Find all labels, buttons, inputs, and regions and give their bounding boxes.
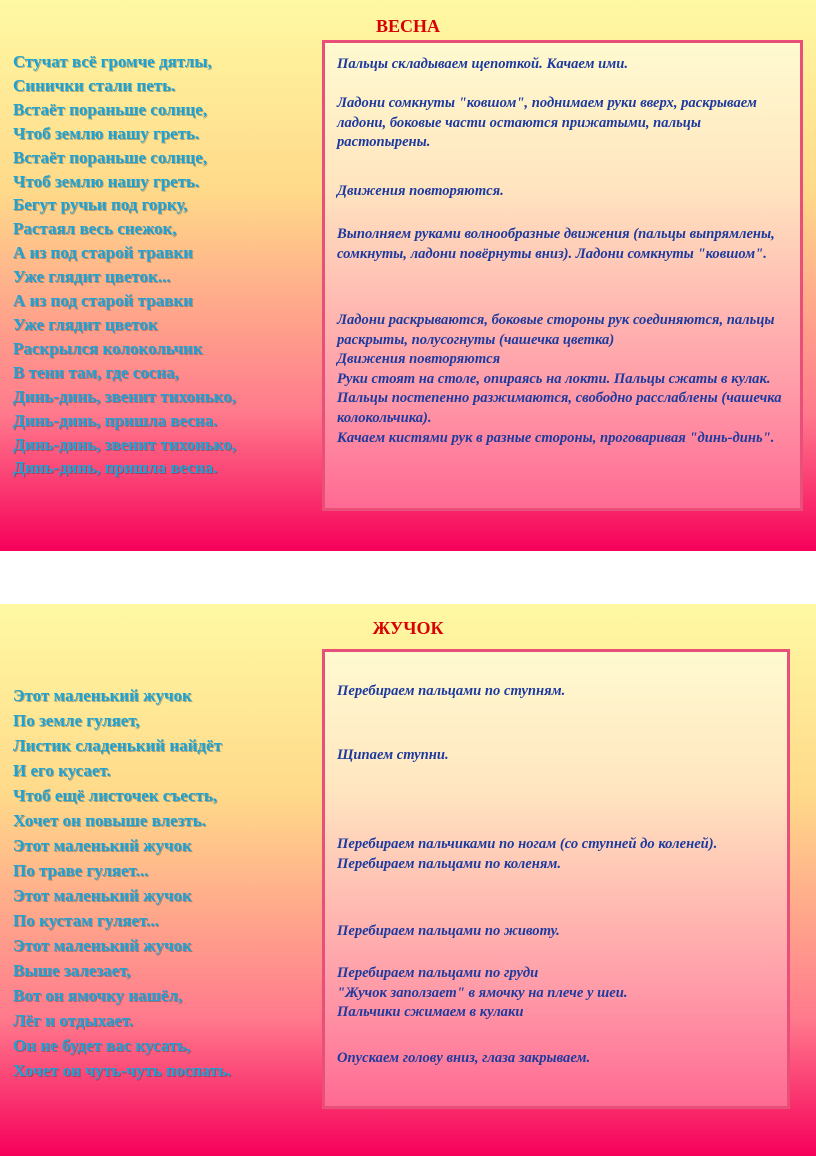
poem-line: Выше залезает, [13,961,131,980]
poem-line: По траве гуляет... [13,861,149,880]
poem-line: Динь-динь, звенит тихонько, [13,386,236,406]
poem-line: Динь-динь, пришла весна. [13,458,218,478]
poem-line: Синички стали петь. [13,75,176,95]
poem-line: Динь-динь, звенит тихонько, [13,434,236,454]
poem-zhuchok [13,683,231,1083]
instruction-paragraph: Опускаем голову вниз, глаза закрываем. [337,1050,591,1066]
poem-line: Уже глядит цветок [13,314,158,334]
poem-line: Динь-динь, пришла весна. [13,410,218,430]
poem-line: Чтоб ещё листочек съесть, [13,786,218,805]
poem-line: Этот маленький жучок [13,936,192,955]
instruction-paragraph: Пальцы складываем щепоткой. Качаем ими. [337,56,629,72]
poem-vesna [13,50,236,480]
card-title-vesna: ВЕСНА [375,16,440,36]
poem-line: Этот маленький жучок [13,836,192,855]
poem-line: Встаёт пораньше солнце, [13,99,208,119]
poem-line: Лёг и отдыхает. [13,1011,134,1030]
poem-line: Стучат всё громче дятлы, [13,52,212,71]
poem-line: Этот маленький жучок [13,886,192,905]
instruction-paragraph: Щипаем ступни. [337,747,449,763]
instruction-paragraph: Перебираем пальцами по ступням. [337,683,566,699]
instruction-paragraph: Ладони раскрываются, боковые стороны рук соединяются, пальцы раскрыты, полусогнуты (чашечка цветка) Движения повторяются Руки стоят на столе, опираясь на локти. Пальцы сжаты в кулак. Пальцы постепенно разжимаются, свободно расслаблены (чашечка колокольчика). Качаем кистями рук в разные стороны, проговаривая "динь-динь". [337,312,782,446]
poem-line: По кустам гуляет... [13,911,159,930]
poem-line: Чтоб землю нашу греть. [13,123,200,143]
instruction-paragraph: Перебираем пальчиками по ногам (со ступней до коленей). Перебираем пальцами по коленям. [337,836,718,872]
poem-line: Он не будет вас кусать, [13,1036,191,1055]
poem-line: Растаял весь снежок, [13,219,177,239]
poem-line: Листик сладенький найдёт [13,736,222,755]
poem-line: Хочет он чуть-чуть поспать. [13,1061,232,1080]
poem-line: Хочет он повыше влезть. [13,811,207,830]
poem-line: По земле гуляет, [13,711,140,730]
poem-line: В тени там, где сосна, [13,362,179,382]
instruction-paragraph: Перебираем пальцами по груди "Жучок заползает" в ямочку на плече у шеи. Пальчики сжимаем в кулаки [337,965,628,1021]
instructions-box-vesna [322,40,803,511]
instructions-box-zhuchok [322,649,790,1109]
poem-line: Этот маленький жучок [13,686,192,705]
poem-line: А из под старой травки [13,243,193,263]
instruction-paragraph: Перебираем пальцами по животу. [337,923,560,939]
poem-line: А из под старой травки [13,291,193,311]
poem-line: Вот он ямочку нашёл, [13,986,183,1005]
poem-line: Встаёт пораньше солнце, [13,147,208,167]
instruction-paragraph: Движения повторяются. [337,183,504,199]
poem-line: Бегут ручьи под горку, [13,195,188,215]
instruction-paragraph: Ладони сомкнуты "ковшом", поднимаем руки вверх, раскрываем ладони, боковые части остаются прижатыми, пальцы растопырены. [337,95,757,151]
instruction-paragraph: Выполняем руками волнообразные движения (пальцы выпрямлены, сомкнуты, ладони повёрнуты вниз). Ладони сомкнуты "ковшом". [337,226,775,262]
poem-line: И его кусает. [13,761,111,780]
card-title-zhuchok: ЖУЧОК [372,618,444,638]
poem-line: Уже глядит цветок... [13,267,171,287]
card-vesna [0,0,816,551]
card-zhuchok [0,604,816,1156]
poem-line: Чтоб землю нашу греть. [13,171,200,191]
poem-line: Раскрылся колокольчик [13,338,203,358]
